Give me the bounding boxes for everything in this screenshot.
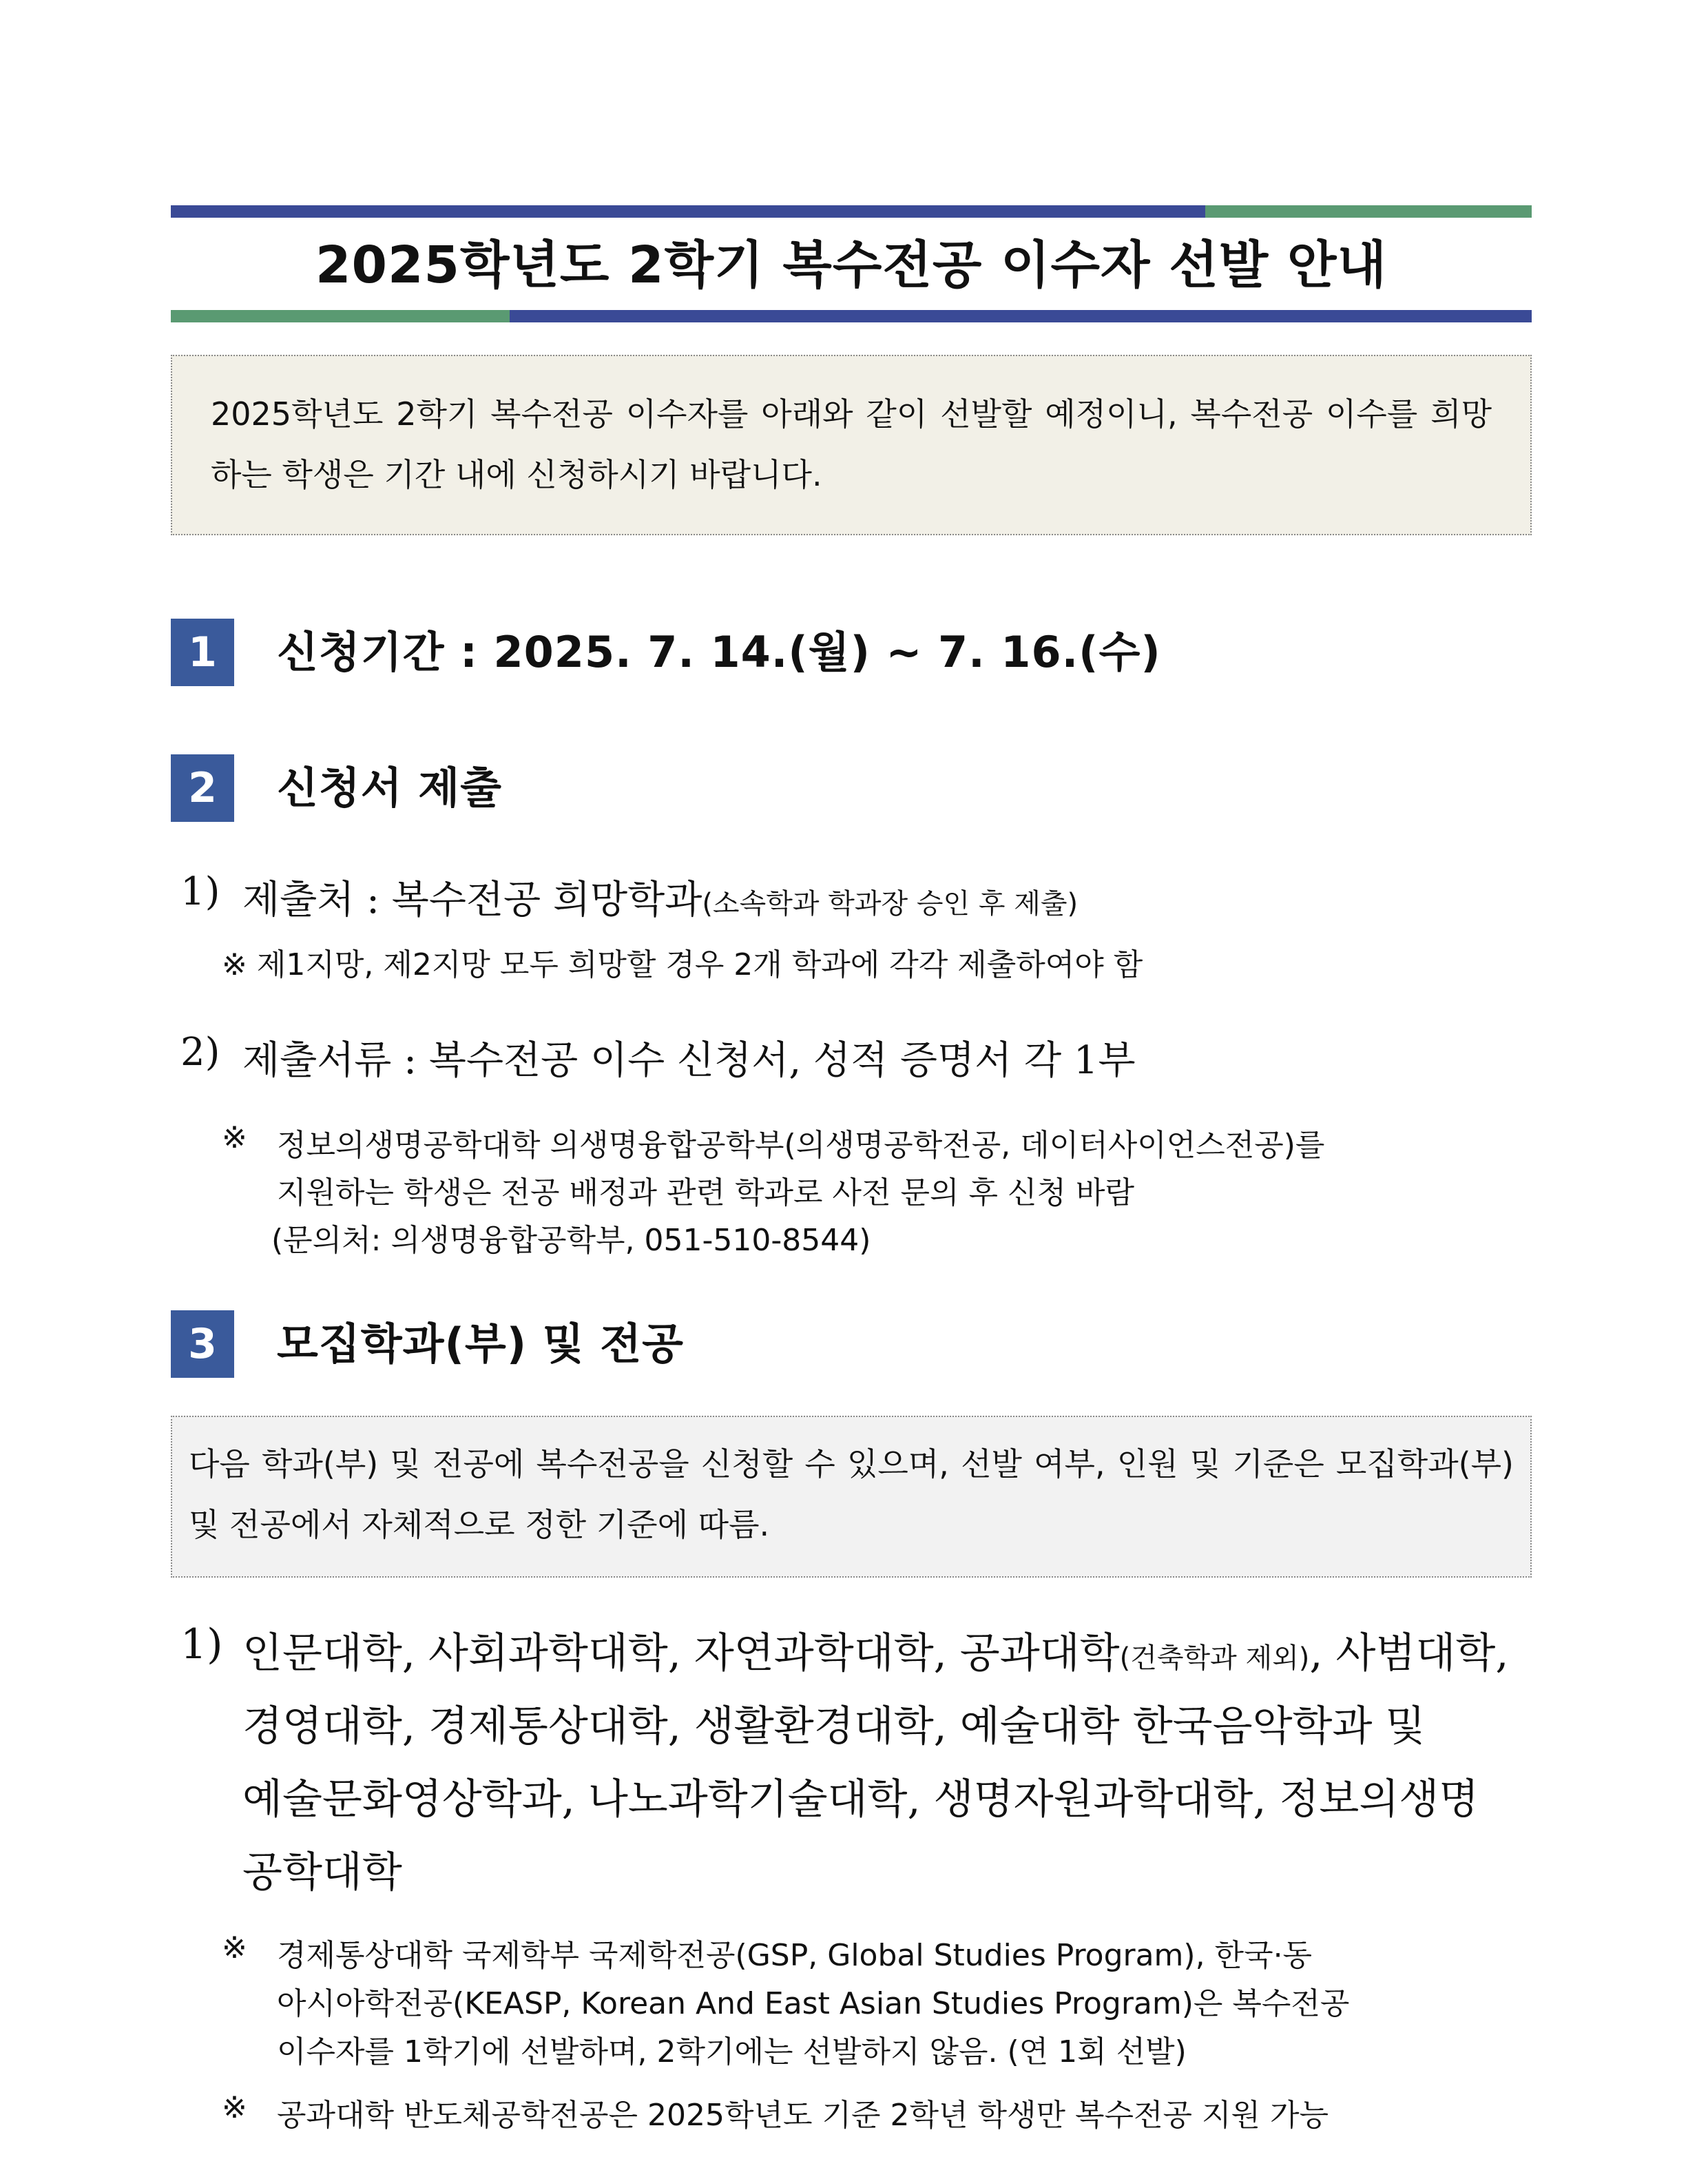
section-3-item-1-line-1 — [242, 1620, 1508, 1680]
section-3-note-2-line-1: 공과대학 반도체공학전공은 2025학년도 기준 2학년 학생만 복수전공 지원 가능 — [277, 2098, 1329, 2133]
section-2-item-2-note-mark: ※ — [222, 1120, 247, 1155]
section-3-number: 3 — [171, 1310, 234, 1378]
section-3-info-box — [171, 1416, 1532, 1578]
section-3-item-1-number: 1) — [180, 1620, 223, 1669]
title-bottom-bar-green — [171, 310, 510, 322]
section-3-note-1-line-3: 이수자를 1학기에 선발하며, 2학기에는 선발하지 않음. (연 1회 선발) — [277, 2034, 1187, 2069]
section-3-item-1-line-1-a: 인문대학, 사회과학대학, 자연과학대학, 공과대학 — [242, 1629, 1120, 1677]
section-3-note-1-line-1: 경제통상대학 국제학부 국제학전공(GSP, Global Studies Program), 한국·동 — [277, 1938, 1313, 1973]
section-2-item-1-main: 제출처 : 복수전공 희망학과 — [242, 878, 702, 922]
section-2-number: 2 — [171, 754, 234, 822]
section-2-item-2-note-line-1: 정보의생명공학대학 의생명융합공학부(의생명공학전공, 데이터사이언스전공)를 — [277, 1128, 1325, 1163]
section-3-info-text: 다음 학과(부) 및 전공에 복수전공을 신청할 수 있으며, 선발 여부, 인원 및 기준은 모집학과(부) 및 전공에서 자체적으로 정한 기준에 따름. — [189, 1445, 1514, 1543]
section-2-item-2-note-line-2: 지원하는 학생은 전공 배정과 관련 학과로 사전 문의 후 신청 바람 — [277, 1175, 1134, 1210]
page-title: 2025학년도 2학기 복수전공 이수자 선발 안내 — [315, 236, 1387, 295]
section-3-item-1-line-1-b: , 사범대학, — [1309, 1629, 1509, 1677]
title-bottom-bar-navy — [510, 310, 1532, 322]
section-2-title: 신청서 제출 — [277, 763, 503, 813]
section-3-item-1-line-3: 예술문화영상학과, 나노과학기술대학, 생명자원과학대학, 정보의생명 — [242, 1775, 1479, 1824]
title-top-bar-green — [1205, 205, 1532, 218]
section-1-title: 신청기간 : 2025. 7. 14.(월) ~ 7. 16.(수) — [277, 627, 1161, 677]
section-3-item-1-line-2: 경영대학, 경제통상대학, 생활환경대학, 예술대학 한국음악학과 및 — [242, 1702, 1426, 1751]
section-3-item-1-line-1-paren: (건축학과 제외) — [1119, 1642, 1310, 1674]
section-2-item-1-text — [242, 869, 1078, 925]
section-3-title: 모집학과(부) 및 전공 — [277, 1319, 684, 1369]
section-3-item-1-line-4: 공학대학 — [242, 1848, 402, 1897]
section-2-item-2-note-line-3: (문의처: 의생명융합공학부, 051-510-8544) — [271, 1223, 871, 1258]
section-3-note-2-mark: ※ — [222, 2090, 247, 2125]
section-1-number: 1 — [171, 619, 234, 686]
section-2-item-1-number: 1) — [180, 869, 220, 914]
intro-text: 2025학년도 2학기 복수전공 이수자를 아래와 같이 선발할 예정이니, 복수전공 이수를 희망하는 학생은 기간 내에 신청하시기 바랍니다. — [211, 395, 1492, 493]
section-2-item-1-note: ※ 제1지망, 제2지망 모두 희망할 경우 2개 학과에 각각 제출하여야 함 — [222, 947, 1143, 982]
section-3-note-1-line-2: 아시아학전공(KEASP, Korean And East Asian Studies Program)은 복수전공 — [277, 1986, 1350, 2021]
section-2-item-2-text: 제출서류 : 복수전공 이수 신청서, 성적 증명서 각 1부 — [242, 1038, 1136, 1083]
intro-notice-box — [171, 355, 1532, 535]
section-2-item-1-paren: (소속학과 학과장 승인 후 제출) — [702, 888, 1079, 920]
title-top-bar-navy — [171, 205, 1205, 218]
section-2-item-2-number: 2) — [180, 1030, 220, 1075]
section-3-note-1-mark: ※ — [222, 1930, 247, 1965]
